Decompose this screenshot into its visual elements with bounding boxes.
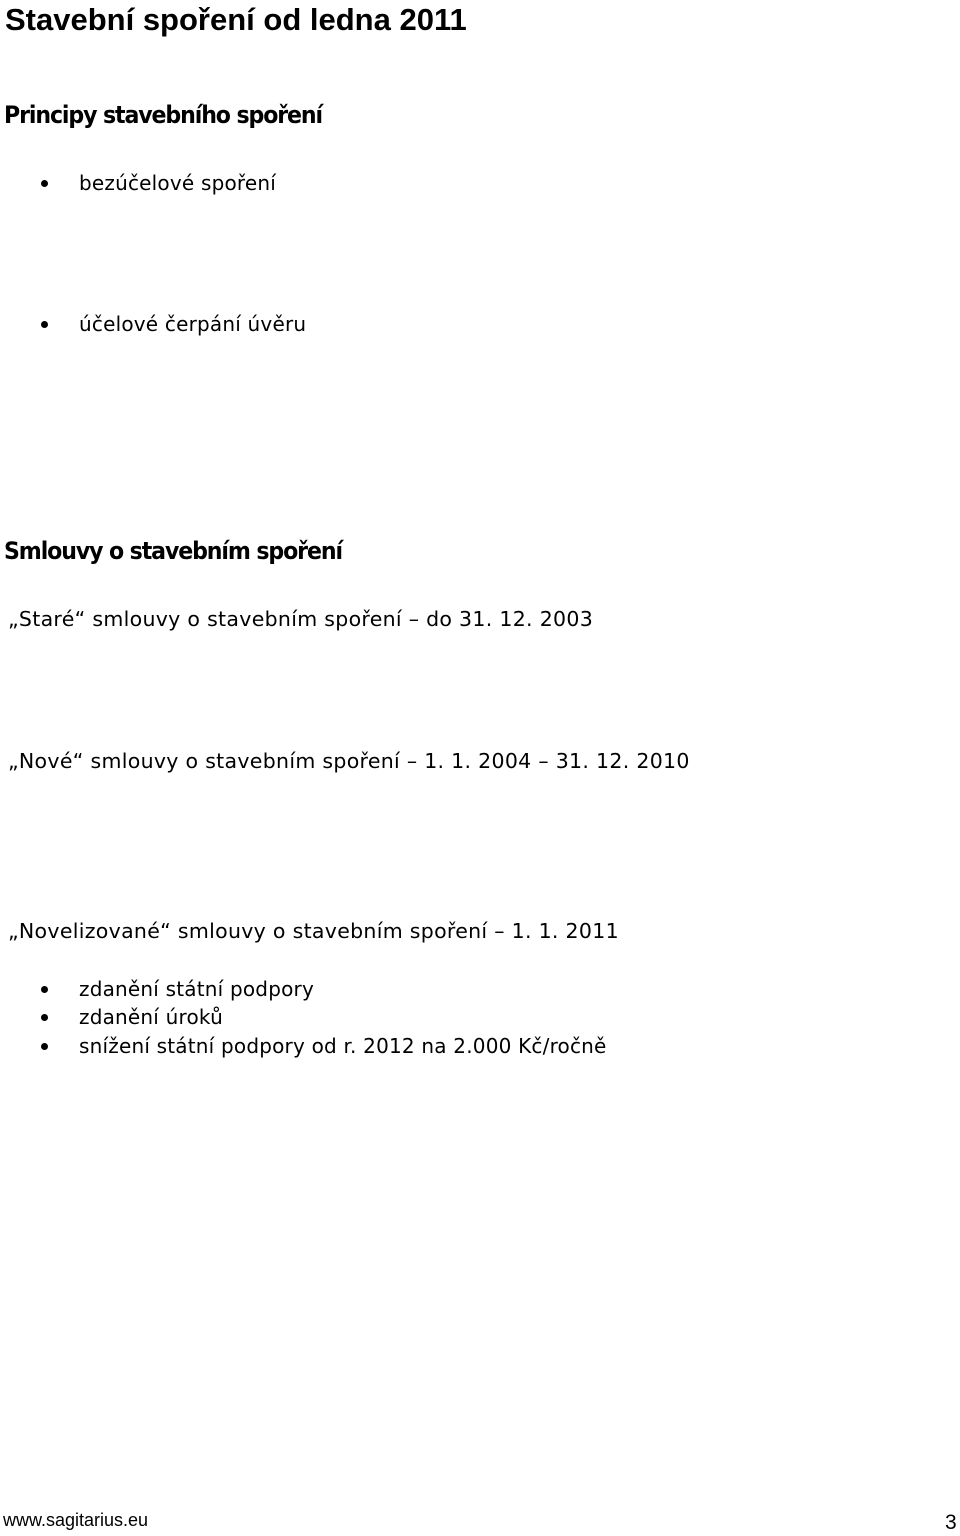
- paragraph-stare-smlouvy: „Staré“ smlouvy o stavebním spoření – do 31. 12. 2003: [8, 607, 594, 631]
- list-item: [0, 975, 900, 1003]
- bullet-icon: [41, 321, 48, 328]
- list-item-text: účelové čerpání úvěru: [79, 312, 307, 336]
- bullet-icon: [41, 1043, 48, 1050]
- paragraph-novelizovane-smlouvy: „Novelizované“ smlouvy o stavebním spoření – 1. 1. 2011: [8, 919, 619, 943]
- bullet-icon: [41, 986, 48, 993]
- list-item-text: bezúčelové spoření: [79, 171, 277, 195]
- section-heading-principy: Principy stavebního spoření: [4, 101, 323, 129]
- list-item: [0, 169, 900, 197]
- bullet-icon: [41, 1014, 48, 1021]
- list-item: [0, 1032, 900, 1060]
- bullet-icon: [41, 180, 48, 187]
- list-item-text: zdanění úroků: [79, 1005, 223, 1029]
- page-title: Stavební spoření od ledna 2011: [5, 2, 467, 37]
- list-item-text: snížení státní podpory od r. 2012 na 2.000 Kč/ročně: [79, 1034, 607, 1058]
- paragraph-nove-smlouvy: „Nové“ smlouvy o stavebním spoření – 1. 1. 2004 – 31. 12. 2010: [8, 749, 690, 773]
- footer-website: www.sagitarius.eu: [3, 1510, 149, 1530]
- list-item-text: zdanění státní podpory: [79, 977, 314, 1001]
- list-item: [0, 310, 900, 338]
- section-heading-smlouvy: Smlouvy o stavebním spoření: [4, 537, 342, 565]
- list-item: [0, 1003, 900, 1031]
- page-number: 3: [945, 1511, 957, 1534]
